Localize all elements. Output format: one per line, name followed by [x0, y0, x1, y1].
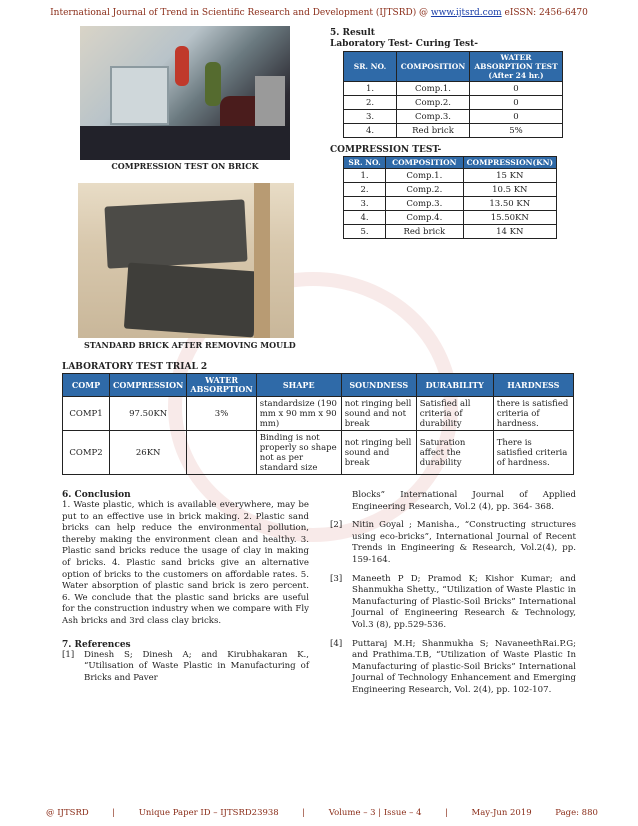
table-header: SOUNDNESS: [341, 374, 416, 397]
reference-text: Nitin Goyal ; Manisha., “Constructing structures using eco-bricks”, International Journal of Recent Trends in Engineering & Research, Vol.2(4), pp. 159-164.: [352, 520, 576, 565]
machine-base: [80, 126, 290, 160]
table-header: COMP: [63, 374, 110, 397]
table-cell: 4.: [344, 211, 386, 225]
testing-machine: [110, 66, 169, 125]
table-header: HARDNESS: [493, 374, 573, 397]
table-row: [63, 431, 574, 475]
table-header: COMPRESSION: [110, 374, 187, 397]
table-cell: COMP2: [63, 431, 110, 475]
journal-link[interactable]: www.ijtsrd.com: [430, 8, 502, 18]
reference-text: Blocks” International Journal of Applied Engineering Research, Vol.2 (4), pp. 364- 368.: [352, 490, 576, 512]
footer-separator: |: [302, 808, 306, 818]
compression-test-table: [343, 156, 557, 239]
standard-brick-photo: [78, 183, 294, 338]
journal-header: [0, 8, 638, 18]
table-cell: Comp.2.: [386, 183, 463, 197]
footer-volume: Volume – 3 | Issue – 4: [328, 808, 422, 818]
section-heading-conclusion: 6. Conclusion: [62, 490, 131, 500]
trial-test-table: [62, 373, 574, 475]
table-header: WATER ABSORPTION TEST (After 24 hr.): [470, 52, 563, 82]
table-header: DURABILITY: [416, 374, 493, 397]
reference-item: [330, 490, 576, 513]
table-header: SR. NO.: [344, 157, 386, 169]
table-cell: 0: [470, 110, 563, 124]
page-footer: [46, 808, 598, 818]
wooden-post: [254, 183, 270, 338]
left-column: [62, 490, 309, 684]
table-cell: not ringing bell sound and break: [341, 431, 416, 475]
trial-table-title: LABORATORY TEST TRIAL 2: [62, 362, 208, 372]
footer-page: Page: 880: [555, 808, 598, 818]
header-title: International Journal of Trend in Scientific Research and Development (IJTSRD) @: [50, 8, 431, 18]
table-cell: Red brick: [386, 225, 463, 239]
right-column: [330, 490, 576, 697]
table-cell: 4.: [344, 124, 397, 138]
reference-item: [330, 574, 576, 632]
table-cell: COMP1: [63, 397, 110, 431]
curing-test-table: [343, 51, 563, 138]
table-cell: 5.: [344, 225, 386, 239]
header-issn: eISSN: 2456-6470: [501, 8, 588, 18]
table-cell: 10.5 KN: [463, 183, 556, 197]
reference-number: [4]: [330, 638, 343, 649]
table-cell: 3.: [344, 110, 397, 124]
table-cell: 1.: [344, 82, 397, 96]
reference-text: Maneeth P D; Pramod K; Kishor Kumar; and Shanmukha Shetty., “Utilization of Waste Plastic in Manufacturing of Plastic-Soil Bricks” International Journal of Engineering Research & Technology, Vol.3 (8), pp.529-536.: [352, 573, 576, 630]
footer-separator: |: [445, 808, 448, 818]
person-figure: [175, 46, 189, 86]
table-cell: Comp.4.: [386, 211, 463, 225]
section-heading-references: 7. References: [62, 639, 131, 650]
table-cell: Comp.1.: [397, 82, 470, 96]
reference-item: [330, 639, 576, 697]
person-figure: [255, 76, 285, 126]
table-cell: Satisfied all criteria of durability: [416, 397, 493, 431]
table-header: COMPOSITION: [386, 157, 463, 169]
table-cell: Comp.3.: [397, 110, 470, 124]
table-cell: 13.50 KN: [463, 197, 556, 211]
table-cell: 14 KN: [463, 225, 556, 239]
table-cell: Comp.3.: [386, 197, 463, 211]
table-cell: 15 KN: [463, 169, 556, 183]
table-cell: 0: [470, 82, 563, 96]
table-cell: 3.: [344, 197, 386, 211]
person-figure: [205, 62, 221, 106]
table-cell: Comp.1.: [386, 169, 463, 183]
reference-number: [1]: [62, 649, 75, 660]
table-cell: 26KN: [110, 431, 187, 475]
table-cell: 15.50KN: [463, 211, 556, 225]
footer-journal: @ IJTSRD: [46, 808, 89, 818]
figure-caption: COMPRESSION TEST ON BRICK: [111, 161, 259, 171]
table-row: [344, 211, 557, 225]
brick-shape: [124, 263, 258, 338]
figure-caption: STANDARD BRICK AFTER REMOVING MOULD: [84, 340, 296, 350]
table-cell: There is satisfied criteria of hardness.: [493, 431, 573, 475]
reference-text: Puttaraj M.H; Shanmukha S; NavaneethRai.P.G; and Prathima.T.B, “Utilization of Waste Plastic In Manufacturing of plastic-Soil Bricks” International Journal of Technology Enhancement and Emerging Engineering Research, Vol. 2(4), pp. 102-107.: [352, 638, 576, 695]
compression-test-photo: [80, 26, 290, 160]
table-cell: there is satisfied criteria of hardness.: [493, 397, 573, 431]
table-cell: not ringing bell sound and not break: [341, 397, 416, 431]
table-header: COMPRESSION(KN): [463, 157, 556, 169]
table-header: COMPOSITION: [397, 52, 470, 82]
table-row: [344, 169, 557, 183]
footer-paper-id: Unique Paper ID – IJTSRD23938: [138, 808, 279, 818]
compression-test-title: COMPRESSION TEST-: [330, 145, 442, 155]
table-cell: 3%: [187, 397, 256, 431]
table-cell: 1.: [344, 169, 386, 183]
table-row: [344, 225, 557, 239]
reference-text: Dinesh S; Dinesh A; and Kirubhakaran K., “Utilisation of Waste Plastic in Manufacturing of Bricks and Paver: [84, 649, 309, 683]
table-cell: [187, 431, 256, 475]
reference-item: [62, 650, 309, 685]
footer-separator: |: [112, 808, 116, 818]
reference-number: [330, 490, 352, 513]
table-row: [344, 96, 563, 110]
table-cell: Red brick: [397, 124, 470, 138]
table-cell: Saturation affect the durability: [416, 431, 493, 475]
reference-number: [3]: [330, 573, 343, 584]
conclusion-text: 1. Waste plastic, which is available everywhere, may be put to an effective use in brick making. 2. Plastic sand bricks can help reduce the environmental pollution, thereby making the environment clean and healthy. 3. Plastic sand bricks reduce the usage of clay in making of bricks. 4. Plastic sand bricks give an alternative option of bricks to the customers on affordable rates. 5. Water absorption of plastic sand brick is zero percent. 6. We conclude that the plastic sand bricks are useful for the construction industry when we compare with Fly Ash bricks and 3rd class clay bricks.: [62, 500, 309, 626]
table-cell: Comp.2.: [397, 96, 470, 110]
curing-test-title: Laboratory Test- Curing Test-: [330, 39, 478, 49]
table-row: [344, 124, 563, 138]
table-cell: 2.: [344, 183, 386, 197]
table-row: [63, 397, 574, 431]
reference-item: [330, 520, 576, 566]
reference-number: [2]: [330, 520, 343, 531]
table-row: [344, 197, 557, 211]
table-cell: Binding is not properly so shape not as per standard size: [256, 431, 341, 475]
table-row: [344, 110, 563, 124]
table-row: [344, 183, 557, 197]
footer-date: May-Jun 2019: [471, 808, 532, 818]
table-cell: standardsize (190 mm x 90 mm x 90 mm): [256, 397, 341, 431]
table-header: SR. NO.: [344, 52, 397, 82]
table-header: WATER ABSORPTION: [187, 374, 256, 397]
table-header: SHAPE: [256, 374, 341, 397]
table-cell: 2.: [344, 96, 397, 110]
table-cell: 97.50KN: [110, 397, 187, 431]
table-row: [344, 82, 563, 96]
table-cell: 5%: [470, 124, 563, 138]
brick-shape: [104, 199, 247, 268]
section-heading-result: 5. Result: [330, 28, 375, 38]
table-cell: 0: [470, 96, 563, 110]
